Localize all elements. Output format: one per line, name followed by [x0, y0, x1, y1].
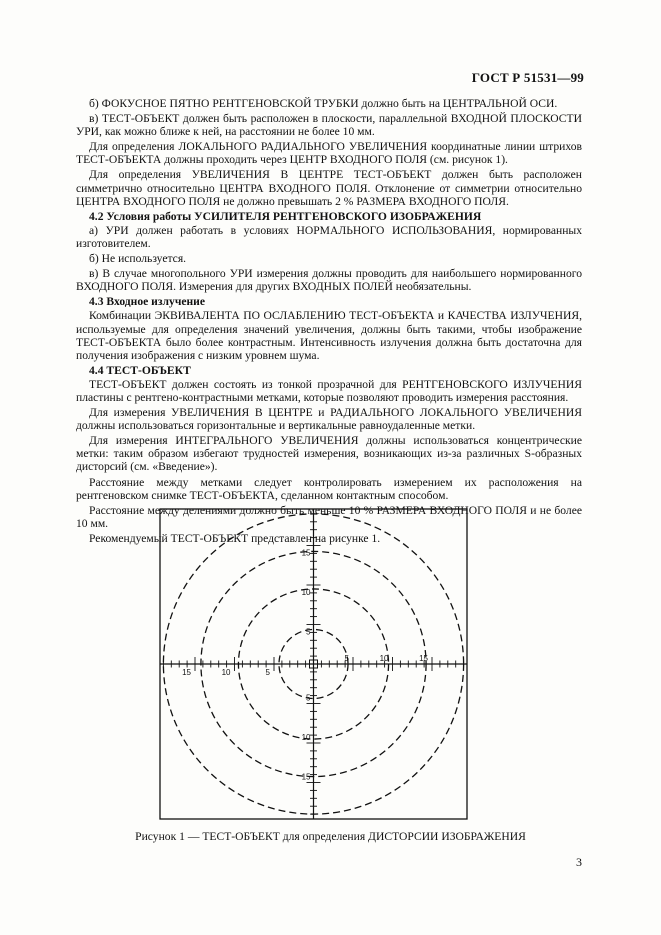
paragraph: Для определения ЛОКАЛЬНОГО РАДИАЛЬНОГО УВЕЛИЧЕНИЯ координатные линии штрихов ТЕСТ-ОБЪЕКТА должны проходить через ЦЕНТР ВХОДНОГО ПОЛЯ (см. рисунок 1).: [76, 140, 582, 167]
paragraph: Расстояние между метками следует контролировать измерением их расположения на рентгеновском снимке ТЕСТ-ОБЪЕКТА, сделанном контактным способом.: [76, 475, 582, 502]
figure-caption: Рисунок 1 — ТЕСТ-ОБЪЕКТ для определения ДИСТОРСИИ ИЗОБРАЖЕНИЯ: [135, 830, 526, 843]
scale-label: 10: [301, 733, 311, 742]
paragraph: Для определения УВЕЛИЧЕНИЯ В ЦЕНТРЕ ТЕСТ-ОБЪЕКТ должен быть расположен симметрично относительно ЦЕНТРА ВХОДНОГО ПОЛЯ. Отклонение от симметрии относительно ЦЕНТРА ВХОДНОГО ПОЛЯ не должно превышать 2 % РАЗМЕРА ВХОДНОГО ПОЛЯ.: [76, 168, 582, 208]
paragraph: а) УРИ должен работать в условиях НОРМАЛЬНОГО ИСПОЛЬЗОВАНИЯ, нормированных изготовителем.: [76, 223, 582, 250]
section-heading: 4.4 ТЕСТ-ОБЪЕКТ: [89, 363, 191, 377]
paragraph: в) В случае многопольного УРИ измерения должны проводить для наибольшего нормированного ВХОДНОГО ПОЛЯ. Измерения для других ВХОДНЫХ ПОЛЕЙ необязательны.: [76, 267, 582, 294]
paragraph: Расстояние между делениями должно быть меньше 10 % РАЗМЕРА ВХОДНОГО ПОЛЯ и не более 10 мм.: [76, 503, 582, 530]
scale-label: 15: [419, 654, 428, 663]
scale-label: 10: [221, 668, 231, 677]
scale-label: 15: [301, 548, 311, 558]
paragraph: в) ТЕСТ-ОБЪЕКТ должен быть расположен в плоскости, параллельной ВХОДНОЙ ПЛОСКОСТИ УРИ, как можно ближе к ней, на расстоянии не более 10 мм.: [76, 112, 582, 139]
paragraph: Для измерения УВЕЛИЧЕНИЯ В ЦЕНТРЕ и РАДИАЛЬНОГО ЛОКАЛЬНОГО УВЕЛИЧЕНИЯ должны использоваться горизонтальные и вертикальные равноудаленные метки.: [76, 406, 582, 433]
test-object-figure: [159, 508, 468, 820]
scale-label: 5: [306, 693, 311, 703]
section-heading: 4.3 Входное излучение: [89, 295, 206, 309]
scale-label: 5: [306, 627, 311, 637]
page-number: 3: [576, 855, 582, 869]
scale-label: 15: [301, 772, 311, 782]
scale-label: 15: [182, 668, 191, 677]
scale-label: 10: [379, 654, 389, 663]
standard-code-header: ГОСТ Р 51531—99: [471, 70, 584, 85]
paragraph: б) Не используется.: [89, 252, 187, 266]
test-object-diagram: [159, 508, 468, 820]
paragraph: б) ФОКУСНОЕ ПЯТНО РЕНТГЕНОВСКОЙ ТРУБКИ должно быть на ЦЕНТРАЛЬНОЙ ОСИ.: [89, 97, 558, 110]
paragraph: Комбинации ЭКВИВАЛЕНТА ПО ОСЛАБЛЕНИЮ ТЕСТ-ОБЪЕКТА и КАЧЕСТВА ИЗЛУЧЕНИЯ, используемые для определения значений увеличения, должны быть такими, чтобы изображение ТЕСТ-ОБЪЕКТА было более контрастным. Интенсивность излучения должна быть достаточна для получения изображения с низким уровнем шума.: [76, 309, 582, 362]
paragraph: ТЕСТ-ОБЪЕКТ должен состоять из тонкой прозрачной для РЕНТГЕНОВСКОГО ИЗЛУЧЕНИЯ пластины с рентгено-контрастными метками, которые позволяют проводить измерения расстояния.: [76, 377, 582, 404]
scale-label: 5: [344, 654, 349, 663]
document-body: [76, 97, 582, 547]
section-heading: 4.2 Условия работы УСИЛИТЕЛЯ РЕНТГЕНОВСКОГО ИЗОБРАЖЕНИЯ: [89, 209, 482, 223]
paragraph: Рекомендуемый ТЕСТ-ОБЪЕКТ представлен на рисунке 1.: [89, 531, 381, 545]
paragraph: Для измерения ИНТЕГРАЛЬНОГО УВЕЛИЧЕНИЯ должны использоваться концентрические метки: таким образом избегают трудностей измерения, возникающих из-за различных S-образных дисторсий (см. «Введение»).: [76, 434, 582, 474]
scale-label: 10: [301, 588, 311, 597]
scale-label: 5: [265, 668, 270, 677]
